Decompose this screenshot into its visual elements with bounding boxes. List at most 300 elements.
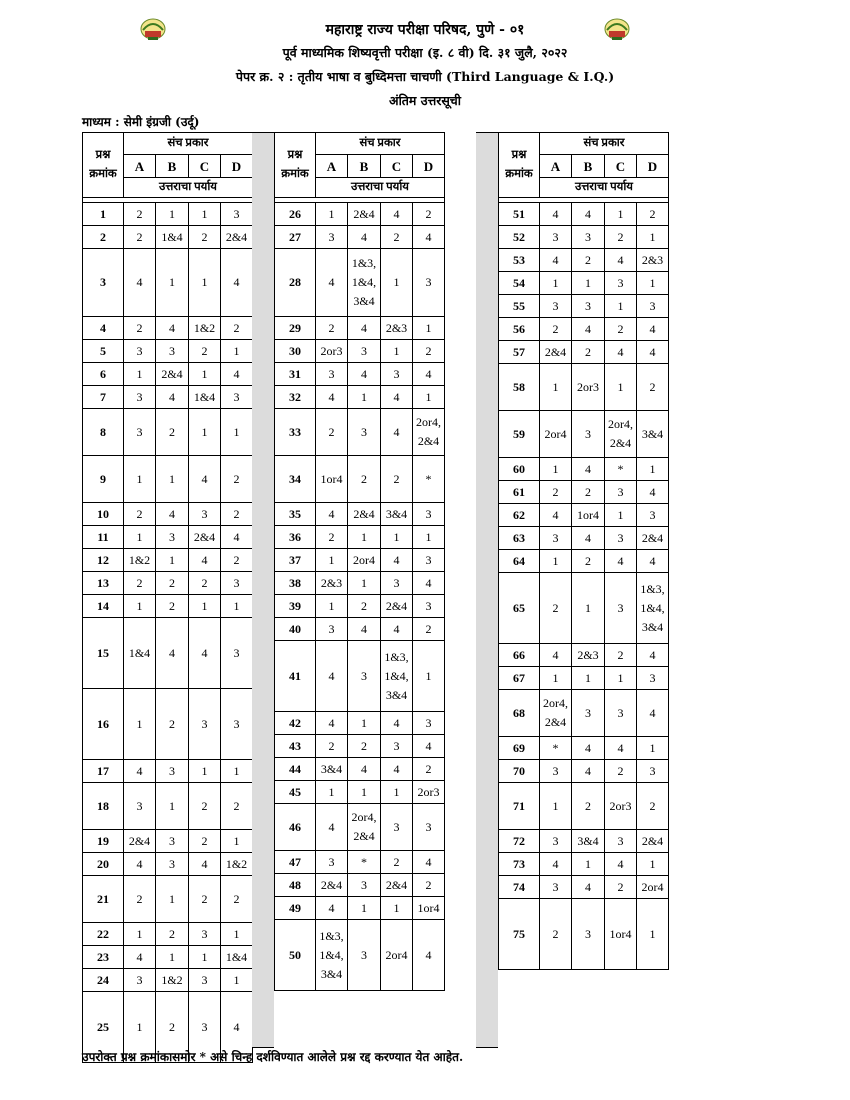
question-number-cell: 57 (499, 341, 540, 364)
question-number-cell: 26 (275, 203, 316, 226)
question-number-cell: 10 (83, 503, 124, 526)
answer-cell-a: 1 (540, 550, 572, 573)
table-row (275, 409, 445, 456)
answer-cell-c: 4 (189, 853, 221, 876)
table-row (275, 549, 445, 572)
table-row (275, 340, 445, 363)
answer-cell-d: 2or3 (413, 781, 445, 804)
answer-cell-b: 4 (572, 737, 605, 760)
table-row (499, 876, 669, 899)
answer-cell-c: 3 (605, 690, 637, 737)
answer-cell-b: 2&3 (572, 644, 605, 667)
answer-cell-d: 3 (637, 760, 669, 783)
answer-cell-b: 2 (156, 595, 189, 618)
question-number-cell: 55 (499, 295, 540, 318)
answer-cell-d: 4 (413, 572, 445, 595)
answer-cell-b: 2 (572, 783, 605, 830)
answer-cell-b: 4 (572, 318, 605, 341)
answer-cell-a: 2 (540, 899, 572, 970)
table-row (499, 504, 669, 527)
question-number-cell: 71 (499, 783, 540, 830)
question-number-cell: 75 (499, 899, 540, 970)
table-row (499, 272, 669, 295)
answer-cell-b: 1&2 (156, 969, 189, 992)
table-row (83, 340, 253, 363)
answer-cell-b: 1 (156, 946, 189, 969)
answer-cell-a: 1&3, 1&4, 3&4 (316, 920, 348, 991)
answer-cell-c: 4 (605, 737, 637, 760)
answer-cell-a: 1 (540, 783, 572, 830)
question-number-cell: 6 (83, 363, 124, 386)
table-row (275, 317, 445, 340)
answer-cell-d: 2 (413, 618, 445, 641)
table-row (499, 226, 669, 249)
table-row (83, 760, 253, 783)
table-row (499, 737, 669, 760)
set-a-header: A (540, 155, 572, 178)
answer-cell-b: 2 (572, 481, 605, 504)
answer-cell-b: 2 (572, 341, 605, 364)
set-b-header: B (572, 155, 605, 178)
answer-cell-d: 3 (413, 503, 445, 526)
answer-cell-c: 2 (189, 340, 221, 363)
answer-cell-b: 3 (156, 853, 189, 876)
answer-cell-a: 1 (316, 203, 348, 226)
answer-cell-c: 1 (605, 504, 637, 527)
answer-cell-b: 4 (348, 317, 381, 340)
table-row (499, 295, 669, 318)
answer-cell-a: 4 (316, 712, 348, 735)
table-row (83, 969, 253, 992)
question-number-cell: 12 (83, 549, 124, 572)
table-row (499, 550, 669, 573)
answer-cell-c: 2 (605, 876, 637, 899)
question-number-cell: 21 (83, 876, 124, 923)
set-b-header: B (348, 155, 381, 178)
table-row (83, 249, 253, 317)
answer-cell-d: 1 (637, 737, 669, 760)
answer-cell-d: 2 (221, 783, 253, 830)
question-number-cell: 5 (83, 340, 124, 363)
answer-cell-c: 2&4 (189, 526, 221, 549)
answer-cell-d: 1&3, 1&4, 3&4 (637, 573, 669, 644)
answer-cell-a: 3 (316, 618, 348, 641)
answer-cell-c: 1 (189, 595, 221, 618)
question-number-cell: 15 (83, 618, 124, 689)
answer-cell-d: 3 (413, 249, 445, 317)
answer-cell-c: 3 (605, 573, 637, 644)
answer-cell-b: 2or3 (572, 364, 605, 411)
answer-cell-b: 1&4 (156, 226, 189, 249)
question-number-cell: 65 (499, 573, 540, 644)
answer-cell-d: 3 (413, 549, 445, 572)
answer-cell-c: 4 (381, 549, 413, 572)
answer-cell-a: 3 (316, 226, 348, 249)
answer-cell-a: 1 (316, 595, 348, 618)
answer-cell-b: 4 (572, 527, 605, 550)
table-row (499, 341, 669, 364)
answer-cell-b: 1 (348, 897, 381, 920)
answer-option-header: उत्तराचा पर्याय (540, 178, 669, 198)
answer-cell-b: 1 (156, 549, 189, 572)
question-number-cell: 56 (499, 318, 540, 341)
answer-cell-c: 4 (381, 386, 413, 409)
answer-cell-d: 4 (221, 363, 253, 386)
question-number-cell: 33 (275, 409, 316, 456)
question-number-cell: 59 (499, 411, 540, 458)
answer-cell-b: 3 (156, 760, 189, 783)
answer-cell-d: 1 (221, 340, 253, 363)
table-row (83, 549, 253, 572)
question-number-cell: 62 (499, 504, 540, 527)
answer-cell-c: 2 (605, 644, 637, 667)
table-row (275, 851, 445, 874)
answer-cell-c: 2or4 (381, 920, 413, 991)
table-row (275, 920, 445, 991)
answer-cell-b: 1 (156, 249, 189, 317)
answer-cell-a: 2 (540, 481, 572, 504)
table-row (83, 226, 253, 249)
answer-cell-a: 4 (540, 203, 572, 226)
answer-cell-c: 2or4, 2&4 (605, 411, 637, 458)
answer-cell-c: 4 (605, 341, 637, 364)
answer-cell-a: 2 (124, 203, 156, 226)
answer-cell-a: 4 (540, 644, 572, 667)
answer-cell-d: 3 (413, 804, 445, 851)
answer-cell-b: 2 (156, 923, 189, 946)
table-row (499, 690, 669, 737)
question-number-cell: 64 (499, 550, 540, 573)
answer-cell-d: 4 (637, 481, 669, 504)
answer-cell-d: 1 (221, 830, 253, 853)
table-row (83, 923, 253, 946)
answer-cell-a: 3 (540, 876, 572, 899)
answer-cell-d: 3 (221, 572, 253, 595)
answer-cell-a: 2 (124, 317, 156, 340)
answer-cell-d: 2or4, 2&4 (413, 409, 445, 456)
answer-table-block-3 (498, 132, 669, 970)
table-row (83, 595, 253, 618)
question-number-cell: 29 (275, 317, 316, 340)
table-row (275, 804, 445, 851)
question-number-cell: 17 (83, 760, 124, 783)
answer-cell-d: 2&4 (637, 830, 669, 853)
answer-cell-b: 2 (156, 572, 189, 595)
set-type-header: संच प्रकार (540, 133, 669, 155)
answer-cell-a: 3 (316, 363, 348, 386)
answer-cell-a: 2 (124, 572, 156, 595)
set-c-header: C (381, 155, 413, 178)
answer-cell-c: 1 (605, 667, 637, 690)
question-number-cell: 61 (499, 481, 540, 504)
question-number-cell: 39 (275, 595, 316, 618)
table-row (275, 712, 445, 735)
table-row (499, 364, 669, 411)
answer-cell-a: 3 (540, 760, 572, 783)
answer-cell-c: 2 (605, 318, 637, 341)
answer-cell-a: 4 (316, 897, 348, 920)
answer-cell-a: 3 (316, 851, 348, 874)
answer-cell-a: 4 (316, 249, 348, 317)
answer-cell-a: 2 (124, 876, 156, 923)
paper-title: पेपर क्र. २ : तृतीय भाषा व बुध्दिमत्ता चाचणी (Third Language & I.Q.) (235, 69, 615, 84)
answer-cell-d: 4 (637, 318, 669, 341)
table-row (275, 386, 445, 409)
question-number-cell: 28 (275, 249, 316, 317)
question-number-cell: 14 (83, 595, 124, 618)
answer-cell-b: 2&4 (156, 363, 189, 386)
answer-cell-c: 3 (605, 481, 637, 504)
answer-cell-d: 3 (221, 618, 253, 689)
column-separator-1 (252, 132, 274, 1048)
answer-cell-d: 4 (413, 363, 445, 386)
question-number-header: प्रश्न क्रमांक (275, 133, 316, 198)
medium-label: माध्यम : सेमी इंग्रजी (उर्दू) (82, 115, 200, 129)
answer-option-header: उत्तराचा पर्याय (124, 178, 253, 198)
answer-cell-b: 4 (572, 203, 605, 226)
question-number-cell: 36 (275, 526, 316, 549)
table-row (275, 526, 445, 549)
table-row (83, 456, 253, 503)
answer-cell-d: 2 (221, 503, 253, 526)
answer-cell-b: 2 (348, 595, 381, 618)
answer-cell-b: 1 (572, 272, 605, 295)
answer-cell-d: 2 (637, 364, 669, 411)
answer-cell-c: 2 (381, 226, 413, 249)
answer-cell-d: 1 (221, 923, 253, 946)
table-row (275, 897, 445, 920)
table-row (275, 758, 445, 781)
answer-cell-d: 1 (221, 969, 253, 992)
question-number-cell: 63 (499, 527, 540, 550)
answer-cell-b: 3 (572, 295, 605, 318)
answer-cell-d: 2 (637, 203, 669, 226)
answer-cell-a: 3 (124, 783, 156, 830)
answer-cell-b: 3 (156, 526, 189, 549)
answer-cell-b: 2 (348, 735, 381, 758)
question-number-cell: 25 (83, 992, 124, 1063)
answer-cell-c: 4 (381, 618, 413, 641)
answer-cell-d: 4 (413, 851, 445, 874)
answer-cell-b: 1 (156, 203, 189, 226)
answer-cell-a: 3&4 (316, 758, 348, 781)
answer-cell-a: 1 (124, 595, 156, 618)
answer-cell-b: 3 (348, 340, 381, 363)
question-number-cell: 30 (275, 340, 316, 363)
answer-cell-a: 4 (124, 853, 156, 876)
answer-table-block-1 (82, 132, 253, 1063)
answer-cell-a: 1 (124, 992, 156, 1063)
answer-cell-d: 1 (413, 386, 445, 409)
answer-cell-c: 2&4 (381, 595, 413, 618)
table-row (499, 249, 669, 272)
answer-cell-d: 3 (413, 595, 445, 618)
question-number-cell: 18 (83, 783, 124, 830)
answer-cell-c: 4 (605, 853, 637, 876)
answer-cell-d: 2 (221, 876, 253, 923)
question-number-cell: 32 (275, 386, 316, 409)
answer-cell-b: 1 (572, 853, 605, 876)
answer-cell-c: 2 (189, 572, 221, 595)
answer-cell-b: 4 (156, 386, 189, 409)
table-row (275, 249, 445, 317)
answer-cell-b: 1 (348, 572, 381, 595)
set-type-header: संच प्रकार (124, 133, 253, 155)
answer-cell-a: 1 (540, 364, 572, 411)
answer-cell-b: 2 (156, 992, 189, 1063)
question-number-cell: 42 (275, 712, 316, 735)
answer-cell-a: 3 (124, 969, 156, 992)
answer-cell-a: 2&4 (316, 874, 348, 897)
answer-cell-b: 3 (156, 830, 189, 853)
answer-cell-a: 3 (540, 295, 572, 318)
answer-cell-c: 1&2 (189, 317, 221, 340)
answer-cell-c: 1&4 (189, 386, 221, 409)
question-number-cell: 37 (275, 549, 316, 572)
answer-cell-b: 2 (156, 409, 189, 456)
answer-cell-b: 4 (348, 618, 381, 641)
question-number-cell: 66 (499, 644, 540, 667)
answer-cell-c: 2&4 (381, 874, 413, 897)
answer-cell-c: 3 (189, 969, 221, 992)
exam-title: पूर्व माध्यमिक शिष्यवृत्ती परीक्षा (इ. ८ वी) दि. ३१ जुलै, २०२२ (282, 45, 568, 60)
answer-cell-a: 4 (540, 504, 572, 527)
answer-cell-d: 1 (221, 595, 253, 618)
answer-cell-d: 3 (637, 667, 669, 690)
question-number-cell: 58 (499, 364, 540, 411)
answer-cell-d: 3&4 (637, 411, 669, 458)
answer-cell-b: 4 (348, 758, 381, 781)
answer-cell-a: 3 (540, 830, 572, 853)
set-d-header: D (637, 155, 669, 178)
set-c-header: C (189, 155, 221, 178)
table-row (275, 572, 445, 595)
answer-table (82, 132, 253, 1063)
answer-cell-b: 4 (348, 363, 381, 386)
answer-cell-a: 1 (540, 272, 572, 295)
table-row (275, 595, 445, 618)
table-row (83, 689, 253, 760)
answer-cell-d: 3 (637, 504, 669, 527)
table-row (83, 853, 253, 876)
table-row (83, 618, 253, 689)
answer-cell-c: 1 (189, 203, 221, 226)
answer-cell-a: 3 (540, 226, 572, 249)
answer-cell-c: 4 (189, 618, 221, 689)
answer-cell-a: 3 (124, 409, 156, 456)
answer-cell-a: 4 (316, 503, 348, 526)
table-row (499, 318, 669, 341)
answer-cell-d: 4 (221, 992, 253, 1063)
answer-cell-b: 3 (572, 226, 605, 249)
answer-cell-b: 4 (572, 760, 605, 783)
question-number-cell: 16 (83, 689, 124, 760)
answer-cell-a: 2 (316, 735, 348, 758)
answer-cell-d: 1 (637, 899, 669, 970)
answer-cell-c: 2or3 (605, 783, 637, 830)
question-number-cell: 41 (275, 641, 316, 712)
table-row (499, 458, 669, 481)
answer-cell-a: 3 (540, 527, 572, 550)
answer-cell-a: 2 (124, 226, 156, 249)
answer-cell-c: 3 (189, 992, 221, 1063)
table-row (83, 830, 253, 853)
table-row (499, 760, 669, 783)
table-row (83, 203, 253, 226)
table-row (499, 573, 669, 644)
question-number-cell: 1 (83, 203, 124, 226)
set-type-header: संच प्रकार (316, 133, 445, 155)
answer-cell-c: * (605, 458, 637, 481)
answer-cell-b: 1 (348, 781, 381, 804)
answer-cell-a: 1 (316, 549, 348, 572)
answer-table (498, 132, 669, 970)
question-number-cell: 50 (275, 920, 316, 991)
table-row (275, 641, 445, 712)
table-row (499, 830, 669, 853)
table-row (275, 874, 445, 897)
table-row (499, 667, 669, 690)
answer-cell-c: 1&3, 1&4, 3&4 (381, 641, 413, 712)
answer-cell-b: 3 (348, 874, 381, 897)
answer-cell-b: 2&4 (348, 203, 381, 226)
answer-cell-c: 1 (605, 203, 637, 226)
question-number-cell: 34 (275, 456, 316, 503)
answer-cell-d: 1&4 (221, 946, 253, 969)
answer-cell-d: 2 (637, 783, 669, 830)
answer-cell-c: 1 (381, 526, 413, 549)
answer-cell-a: 1 (124, 526, 156, 549)
answer-cell-c: 3 (189, 503, 221, 526)
set-b-header: B (156, 155, 189, 178)
answer-cell-c: 1 (189, 409, 221, 456)
answer-cell-c: 1 (189, 760, 221, 783)
answer-cell-b: 4 (156, 317, 189, 340)
answer-cell-b: 3&4 (572, 830, 605, 853)
answer-cell-a: 2 (540, 318, 572, 341)
answer-cell-d: 4 (221, 526, 253, 549)
answer-cell-d: 1 (637, 853, 669, 876)
table-row (83, 946, 253, 969)
question-number-cell: 11 (83, 526, 124, 549)
answer-key-title: अंतिम उत्तरसूची (389, 93, 461, 108)
answer-cell-b: 1 (156, 783, 189, 830)
question-number-header: प्रश्न क्रमांक (83, 133, 124, 198)
table-row (499, 853, 669, 876)
question-number-cell: 7 (83, 386, 124, 409)
question-number-cell: 4 (83, 317, 124, 340)
question-number-cell: 3 (83, 249, 124, 317)
table-row (83, 409, 253, 456)
answer-cell-a: 3 (124, 340, 156, 363)
answer-cell-d: 2&4 (221, 226, 253, 249)
answer-cell-a: 4 (540, 249, 572, 272)
answer-cell-a: 1 (124, 456, 156, 503)
answer-cell-a: * (540, 737, 572, 760)
question-number-cell: 46 (275, 804, 316, 851)
answer-cell-a: 2&4 (124, 830, 156, 853)
answer-cell-c: 1 (381, 340, 413, 363)
question-number-cell: 8 (83, 409, 124, 456)
table-row (83, 526, 253, 549)
table-row (83, 572, 253, 595)
question-number-cell: 44 (275, 758, 316, 781)
answer-cell-d: 1 (637, 272, 669, 295)
answer-cell-c: 3 (381, 572, 413, 595)
question-number-cell: 70 (499, 760, 540, 783)
answer-cell-c: 3 (605, 272, 637, 295)
answer-cell-c: 3 (381, 735, 413, 758)
